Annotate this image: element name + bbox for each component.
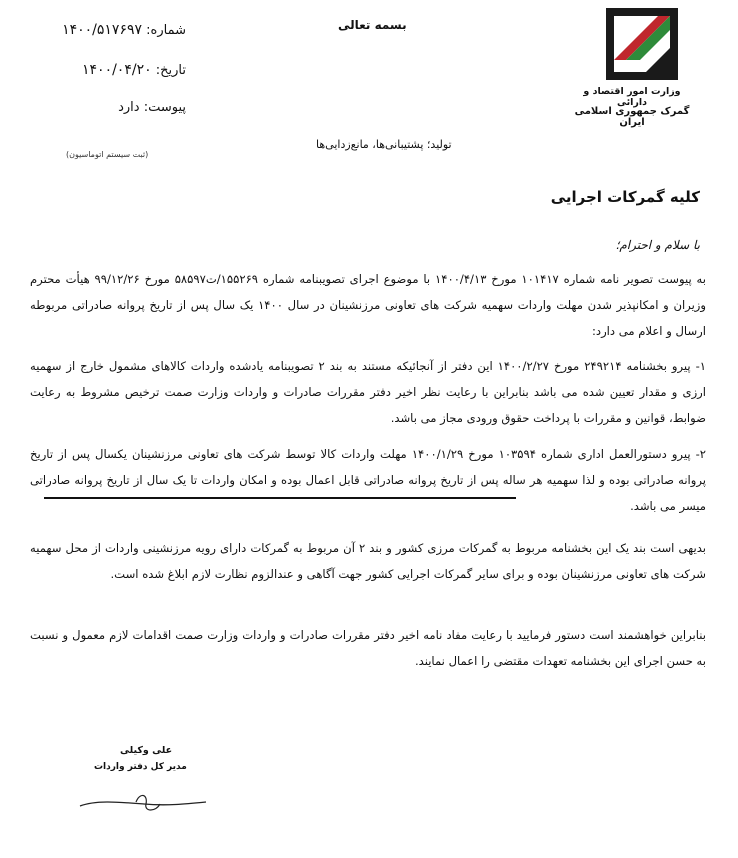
ministry-name: وزارت امور اقتصاد و دارائی [583,86,681,108]
letter-number [36,22,186,38]
greeting: با سلام و احترام؛ [615,238,700,252]
automation-note: (ثبت سیستم اتوماسیون) [66,150,149,159]
letter-number-label: شماره: [146,23,186,38]
letter-date-value: ۱۴۰۰/۰۴/۲۰ [82,62,152,78]
letter-attachment-value: دارد [118,100,140,115]
highlight-underline [44,497,516,499]
body-paragraph-2: ۱- پیرو بخشنامه ۲۴۹۲۱۴ مورخ ۱۴۰۰/۲/۲۷ این دفتر از آنجائیکه مستند به بند ۲ تصویبنامه یادشده واردات کالاهای مشمول خارج از سهمیه ارزی و مقدار تعیین شده می باشد بنابراین با رعایت نظر اخیر دفتر مقررات صادرات و واردات وزارت صمت ترخیص مشروط به رعایت ضوابط، قوانین و مقررات با پرداخت حقوق ورودی مجاز می باشد. [30,359,707,425]
signature-scribble [66,782,216,822]
letter-date-label: تاریخ: [155,63,186,78]
slogan: تولید؛ پشتیبانی‌ها، مانع‌زدایی‌ها [316,138,452,151]
body-paragraph-5: بنابراین خواهشمند است دستور فرمایید با رعایت مفاد نامه اخیر دفتر مقررات صادرات و واردات وزارت صمت اقدامات لازم معمول و نسبت به حسن اجرای این بخشنامه تعهدات مقتضی را اعمال نمایند. [30,628,706,668]
customs-logo-icon [606,8,678,80]
bismillah: بسمه تعالی [338,18,407,32]
letter-number-value: ۱۴۰۰/۵۱۷۶۹۷ [62,22,143,38]
body-paragraph-4: بدیهی است بند یک این بخشنامه مربوط به گمرکات مرزی کشور و بند ۲ آن مربوط به گمرکات دارای رویه مرزنشینی واردات از محل سهمیه شرکت های تعاونی مرزنشینان بوده و برای سایر گمرکات اجرایی کشور جهت آگاهی و عندالزوم نظارت لازم ابلاغ شده است. [30,541,707,581]
customs-name: گمرک جمهوری اسلامی ایران [574,106,690,128]
body-paragraph-1: به پیوست تصویر نامه شماره ۱۰۱۴۱۷ مورخ ۱۴۰۰/۴/۱۳ با موضوع اجرای تصویبنامه شماره ۱۵۵۲۶۹/ت۵۸۵۹۷ مورخ ۹۹/۱۲/۲۶ هیأت محترم وزیران و امکانپذیر شدن مهلت واردات سهمیه شرکت های تعاونی مرزنشینان در سال ۱۴۰۰ یک سال پس از تاریخ پروانه صادراتی مربوطه ارسال و اعلام می دارد: [30,272,706,338]
letter-date [36,62,186,78]
body-paragraph-3: ۲- پیرو دستورالعمل اداری شماره ۱۰۳۵۹۴ مورخ ۱۴۰۰/۱/۲۹ مهلت واردات کالا توسط شرکت های تعاونی مرزنشینان یکسال پس از تاریخ پروانه صادراتی بوده و لذا سهمیه هر ساله پس از تاریخ پروانه صادراتی قابل اعمال بوده و امکان واردات تا یک سال از تاریخ پروانه صادراتی میسر می باشد. [30,447,707,513]
letter-attachment [36,100,186,115]
signer-title: مدیر کل دفتر واردات [94,762,187,772]
letter-attachment-label: پیوست: [143,100,186,115]
recipient: کلیه گمرکات اجرایی [550,188,700,206]
signer-name: علی وکیلی [120,745,173,756]
